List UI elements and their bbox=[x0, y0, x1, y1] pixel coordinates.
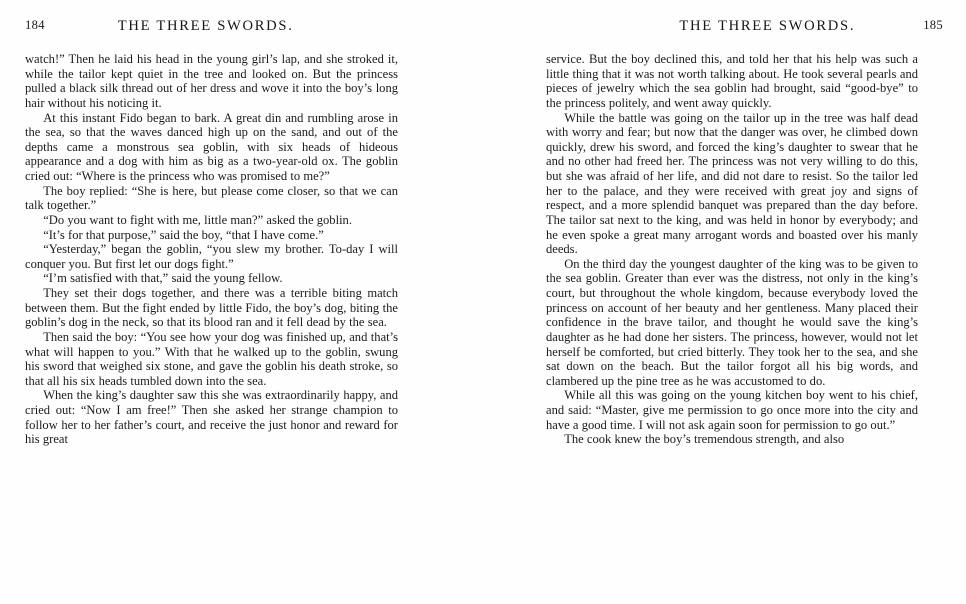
page-number-left: 184 bbox=[25, 18, 45, 32]
running-title-left: THE THREE SWORDS. bbox=[117, 18, 294, 34]
text-column-right bbox=[546, 52, 918, 447]
paragraph: The boy replied: “She is here, but please come closer, so that we can talk together.” bbox=[25, 183, 398, 213]
paragraph: “I’m satisfied with that,” said the young fellow. bbox=[43, 271, 283, 286]
paragraph: While the battle was going on the tailor up in the tree was half dead with worry and fear; but now that the danger was over, he climbed down quickly, drew his sword, and forced the king’s daughter to swear that he and no other had freed her. The princess was not very willing to do this, but she was afraid of her life, and did not dare to resist. So the tailor led her to the palace, and they were received with great joy and signs of respect, and a more splendid banquet was prepared than the day before. The tailor sat next to the king, and was held in honor by everybody; and he even spoke a great many arrogant words and boasted over his manly deeds. bbox=[546, 110, 918, 257]
running-title-right: THE THREE SWORDS. bbox=[679, 18, 856, 34]
paragraph: watch!” Then he laid his head in the young girl’s lap, and she stroked it, while the tailor kept quiet in the tree and looked on. But the princess pulled a black silk thread out of her dress and wove it into the boy’s long hair without his noticing it. bbox=[25, 52, 398, 110]
paragraph: service. But the boy declined this, and told her that his help was such a little thing that it was not worth talking about. He took several pearls and pieces of jewelry which the sea goblin had brought, said “good-bye” to the princess politely, and went away quickly. bbox=[546, 52, 918, 110]
text-column-left bbox=[25, 52, 398, 447]
paragraph: They set their dogs together, and there was a terrible biting match between them. But the fight ended by little Fido, the boy’s dog, biting the goblin’s dog in the neck, so that its blood ran and it fell dead by the sea. bbox=[25, 286, 398, 330]
paragraph: At this instant Fido began to bark. A great din and rumbling arose in the sea, so that the waves danced high up on the sand, and out of the depths came a monstrous sea goblin, with six heads of hideous appearance and a dog with him as big as a two-year-old ox. The goblin cried out: “Where is the princess who was promised to me?” bbox=[25, 110, 398, 183]
paragraph: Then said the boy: “You see how your dog was finished up, and that’s what will happen to you.” With that he walked up to the goblin, swung his sword that weighed six stone, and gave the goblin his death stroke, so that all his six heads tumbled down into the sea. bbox=[25, 329, 398, 388]
page-number-right: 185 bbox=[923, 18, 943, 32]
paragraph: While all this was going on the young kitchen boy went to his chief, and said: “Master, give me permission to go once more into the city and have a good time. I will not ask again soon for permission to go out.” bbox=[546, 388, 918, 432]
paragraph: On the third day the youngest daughter of the king was to be given to the sea goblin. Greater than ever was the distress, not only in the king’s court, but throughout the whole kingdom, because everybody loved the princess on account of her beauty and her gentleness. Many placed their confidence in the brave tailor, and thought he would save the king’s daughter as he had done her sisters. The princess, however, would not let herself be comforted, but cried bitterly. They took her to the sea, and she sat down on the beach. But the tailor forgot all his big words, and clambered up the pine tree as he was accustomed to do. bbox=[546, 256, 918, 388]
paragraph: “Yesterday,” began the goblin, “you slew my brother. To-day I will conquer you. But first let our dogs fight.” bbox=[25, 242, 398, 271]
running-head-right bbox=[546, 18, 943, 44]
page-left bbox=[0, 0, 470, 604]
paragraph: “Do you want to fight with me, little man?” asked the goblin. bbox=[43, 212, 352, 227]
running-head-left bbox=[25, 18, 470, 44]
page-right bbox=[470, 0, 966, 604]
paragraph: “It’s for that purpose,” said the boy, “that I have come.” bbox=[43, 227, 324, 242]
paragraph: When the king’s daughter saw this she was extraordinarily happy, and cried out: “Now I am free!” Then she asked her strange champion to follow her to her father’s court, and receive the just honor and reward for his great bbox=[25, 388, 398, 447]
paragraph: The cook knew the boy’s tremendous strength, and also bbox=[564, 432, 845, 447]
